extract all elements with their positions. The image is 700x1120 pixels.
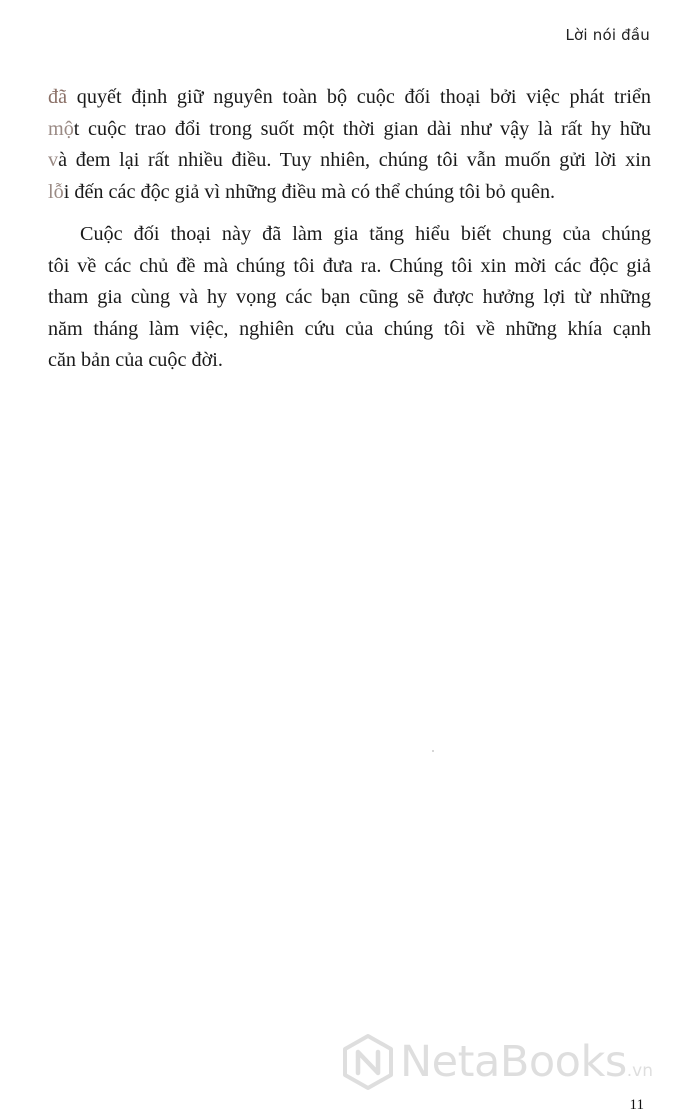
watermark-brand: NetaBooks — [400, 1037, 627, 1087]
watermark-suffix: .vn — [626, 1061, 654, 1081]
faded-glyph: mộ — [48, 117, 74, 140]
netabooks-logo-icon — [342, 1034, 394, 1090]
paragraph-1-line: và đem lại rất nhiều điều. Tuy nhiên, chúng tôi vẫn muốn gửi lời xin — [48, 149, 651, 171]
watermark — [342, 1032, 680, 1094]
paragraph-1-line: đã quyết định giữ nguyên toàn bộ cuộc đối thoại bởi việc phát triển — [48, 86, 651, 108]
paragraph-2-line: Cuộc đối thoại này đã làm gia tăng hiểu biết chung của chúng — [80, 223, 651, 245]
paragraph-2-line: tôi về các chủ đề mà chúng tôi đưa ra. Chúng tôi xin mời các độc giả — [48, 254, 651, 277]
paragraph-gap — [48, 208, 651, 219]
paper-speck — [432, 750, 434, 752]
faded-glyph: đã — [48, 86, 68, 108]
watermark-text — [400, 1032, 653, 1101]
running-header: Lời nói đầu — [565, 26, 650, 44]
body-text — [48, 82, 651, 377]
paragraph-2-line: căn bản của cuộc đời. — [48, 349, 223, 371]
paragraph-2-line: tham gia cùng và hy vọng các bạn cũng sẽ được hưởng lợi từ những — [48, 286, 651, 308]
paragraph-1-line: một cuộc trao đổi trong suốt một thời gian dài như vậy là rất hy hữu — [48, 117, 651, 140]
paragraph-1-line: lỗi đến các độc giả vì những điều mà có thể chúng tôi bỏ quên. — [48, 180, 556, 203]
paragraph-2-line: năm tháng làm việc, nghiên cứu của chúng tôi về những khía cạnh — [48, 317, 651, 340]
page-number: 11 — [629, 1097, 644, 1113]
faded-glyph: lỗ — [48, 180, 64, 203]
faded-glyph: v — [48, 149, 59, 171]
